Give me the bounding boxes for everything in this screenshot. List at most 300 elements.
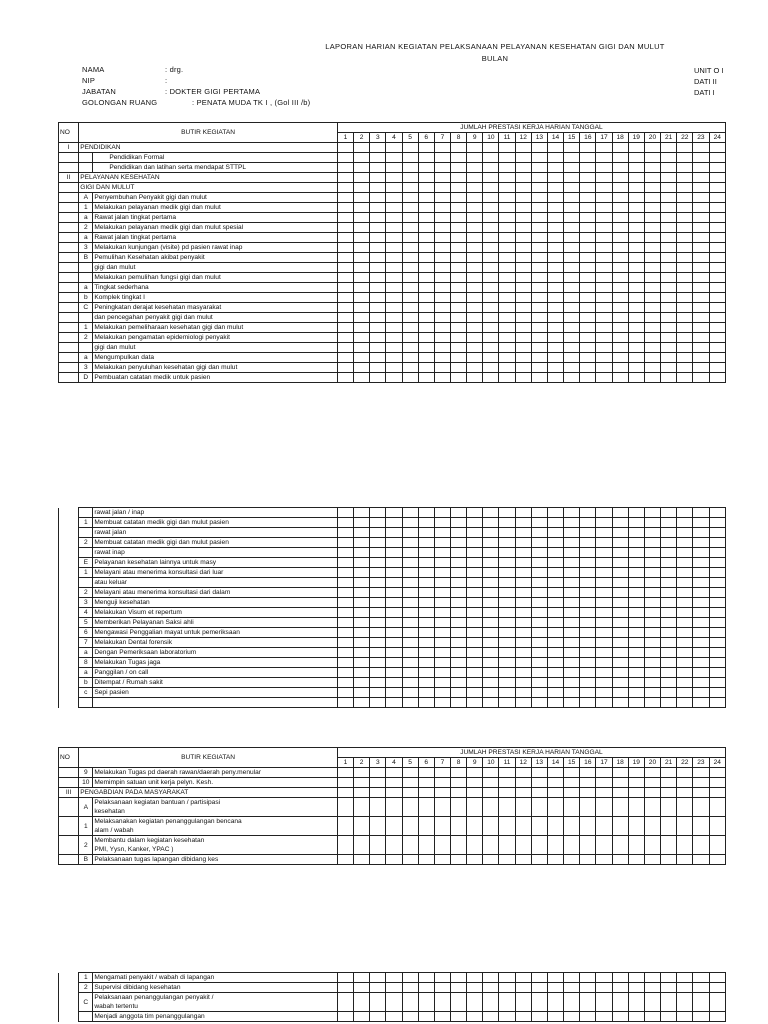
day-cell <box>451 303 467 313</box>
day-cell <box>483 993 499 1012</box>
row-number <box>59 658 79 668</box>
day-cell <box>661 618 677 628</box>
day-cell <box>386 658 402 668</box>
day-cell <box>564 698 580 708</box>
day-cell <box>418 598 434 608</box>
row-text: Panggilan / on call <box>93 668 338 678</box>
day-cell <box>693 618 709 628</box>
day-cell <box>644 648 660 658</box>
day-cell <box>661 343 677 353</box>
day-cell <box>661 558 677 568</box>
day-cell <box>564 253 580 263</box>
day-cell <box>451 598 467 608</box>
day-column-header: 3 <box>370 133 386 143</box>
day-cell <box>337 253 353 263</box>
day-cell <box>483 568 499 578</box>
row-text: Melayani atau menerima konsultasi dari dalam <box>93 588 338 598</box>
day-cell <box>337 668 353 678</box>
day-cell <box>451 558 467 568</box>
day-cell <box>580 243 596 253</box>
day-cell <box>499 303 515 313</box>
day-cell <box>677 313 693 323</box>
day-cell <box>596 143 612 153</box>
day-cell <box>661 778 677 788</box>
day-cell <box>547 578 563 588</box>
day-cell <box>483 313 499 323</box>
day-cell <box>547 143 563 153</box>
day-cell <box>661 993 677 1012</box>
day-cell <box>596 323 612 333</box>
day-cell <box>612 798 628 817</box>
day-cell <box>596 153 612 163</box>
day-cell <box>661 183 677 193</box>
day-cell <box>531 973 547 983</box>
day-cell <box>402 628 418 638</box>
day-cell <box>693 678 709 688</box>
day-cell <box>483 788 499 798</box>
day-cell <box>402 973 418 983</box>
day-cell <box>483 333 499 343</box>
day-cell <box>499 698 515 708</box>
day-cell <box>418 836 434 855</box>
table-row <box>59 1012 726 1022</box>
row-sub-label: B <box>79 855 93 865</box>
day-cell <box>402 658 418 668</box>
day-cell <box>499 263 515 273</box>
day-cell <box>596 588 612 598</box>
day-column-header: 4 <box>386 133 402 143</box>
day-cell <box>596 333 612 343</box>
day-cell <box>386 578 402 588</box>
day-cell <box>515 313 531 323</box>
day-cell <box>337 183 353 193</box>
row-text: Pelaksanaan penanggulangan penyakit / wabah tertentu <box>93 993 338 1012</box>
day-cell <box>467 578 483 588</box>
day-cell <box>370 558 386 568</box>
day-cell <box>467 588 483 598</box>
day-cell <box>580 373 596 383</box>
day-cell <box>628 193 644 203</box>
day-cell <box>354 273 370 283</box>
day-cell <box>547 353 563 363</box>
day-cell <box>370 1012 386 1022</box>
day-cell <box>386 223 402 233</box>
day-cell <box>337 508 353 518</box>
day-cell <box>386 163 402 173</box>
day-cell <box>596 668 612 678</box>
day-cell <box>612 588 628 598</box>
day-cell <box>451 253 467 263</box>
day-cell <box>628 203 644 213</box>
day-cell <box>580 983 596 993</box>
day-cell <box>580 668 596 678</box>
day-cell <box>596 193 612 203</box>
day-cell <box>402 798 418 817</box>
day-cell <box>580 688 596 698</box>
day-cell <box>531 528 547 538</box>
day-cell <box>628 973 644 983</box>
day-cell <box>434 855 450 865</box>
table-row <box>59 223 726 233</box>
day-cell <box>547 558 563 568</box>
row-text: Komplek tingkat I <box>93 293 338 303</box>
day-cell <box>451 333 467 343</box>
day-cell <box>564 538 580 548</box>
day-cell <box>402 668 418 678</box>
day-cell <box>483 983 499 993</box>
day-cell <box>628 558 644 568</box>
day-cell <box>677 768 693 778</box>
day-cell <box>467 253 483 263</box>
day-cell <box>483 1012 499 1022</box>
day-cell <box>596 983 612 993</box>
day-cell <box>370 173 386 183</box>
day-cell <box>370 253 386 263</box>
day-cell <box>451 568 467 578</box>
row-number <box>59 343 79 353</box>
day-cell <box>515 343 531 353</box>
day-cell <box>434 788 450 798</box>
day-cell <box>354 688 370 698</box>
day-cell <box>467 213 483 223</box>
day-cell <box>628 817 644 836</box>
day-cell <box>370 263 386 273</box>
day-cell <box>354 798 370 817</box>
day-cell <box>386 323 402 333</box>
day-cell <box>612 193 628 203</box>
day-cell <box>370 153 386 163</box>
table-row <box>59 628 726 638</box>
day-cell <box>434 993 450 1012</box>
day-cell <box>547 628 563 638</box>
day-cell <box>677 363 693 373</box>
day-cell <box>612 668 628 678</box>
day-cell <box>709 698 726 708</box>
day-cell <box>354 788 370 798</box>
day-cell <box>354 343 370 353</box>
day-cell <box>596 253 612 263</box>
day-cell <box>677 333 693 343</box>
day-cell <box>661 243 677 253</box>
day-cell <box>564 558 580 568</box>
day-cell <box>547 263 563 273</box>
day-cell <box>644 983 660 993</box>
day-cell <box>580 598 596 608</box>
day-cell <box>661 973 677 983</box>
day-cell <box>547 213 563 223</box>
day-cell <box>483 273 499 283</box>
row-text: Melakukan Visum et repertum <box>93 608 338 618</box>
day-cell <box>418 223 434 233</box>
day-cell <box>499 213 515 223</box>
day-cell <box>547 638 563 648</box>
day-column-header: 2 <box>354 133 370 143</box>
day-cell <box>580 558 596 568</box>
day-cell <box>531 688 547 698</box>
row-sub-label: a <box>79 648 93 658</box>
row-text: Mengawasi Penggalian mayat untuk pemeriksaan <box>93 628 338 638</box>
day-cell <box>337 558 353 568</box>
row-sub-label: 1 <box>79 568 93 578</box>
day-cell <box>709 263 726 273</box>
day-cell <box>531 538 547 548</box>
day-cell <box>709 353 726 363</box>
row-text: Melakukan kunjungan (visite) pd pasien rawat inap <box>93 243 338 253</box>
day-cell <box>483 163 499 173</box>
day-cell <box>402 343 418 353</box>
row-number: I <box>59 143 79 153</box>
row-number <box>59 688 79 698</box>
day-cell <box>628 628 644 638</box>
day-cell <box>547 618 563 628</box>
table-row <box>59 143 726 153</box>
day-cell <box>402 213 418 223</box>
day-column-header: 1 <box>337 758 353 768</box>
day-cell <box>612 598 628 608</box>
day-cell <box>564 798 580 817</box>
day-cell <box>386 588 402 598</box>
day-cell <box>483 518 499 528</box>
column-jumlah-prestasi: JUMLAH PRESTASI KERJA HARIAN TANGGAL <box>337 123 725 133</box>
day-cell <box>370 658 386 668</box>
day-cell <box>580 518 596 528</box>
day-cell <box>693 817 709 836</box>
day-cell <box>515 678 531 688</box>
day-cell <box>499 618 515 628</box>
day-cell <box>596 618 612 628</box>
day-cell <box>515 153 531 163</box>
day-cell <box>337 373 353 383</box>
day-cell <box>483 263 499 273</box>
row-text: Sepi pasien <box>93 688 338 698</box>
column-no: NO <box>59 123 79 143</box>
field-value: : PENATA MUDA TK I , (Gol III /b) <box>192 98 311 107</box>
day-cell <box>709 836 726 855</box>
day-cell <box>402 223 418 233</box>
table-row <box>59 658 726 668</box>
day-cell <box>354 548 370 558</box>
day-cell <box>354 836 370 855</box>
row-sub-label: 3 <box>79 363 93 373</box>
day-cell <box>709 618 726 628</box>
day-cell <box>564 508 580 518</box>
day-cell <box>402 263 418 273</box>
day-cell <box>693 768 709 778</box>
day-cell <box>337 648 353 658</box>
day-cell <box>451 223 467 233</box>
day-cell <box>499 373 515 383</box>
day-cell <box>483 173 499 183</box>
day-cell <box>354 203 370 213</box>
day-cell <box>612 243 628 253</box>
day-cell <box>644 668 660 678</box>
day-cell <box>531 243 547 253</box>
day-cell <box>418 213 434 223</box>
day-cell <box>693 153 709 163</box>
day-cell <box>354 538 370 548</box>
day-cell <box>709 213 726 223</box>
day-cell <box>644 836 660 855</box>
day-cell <box>354 173 370 183</box>
day-column-header: 4 <box>386 758 402 768</box>
day-cell <box>451 508 467 518</box>
day-cell <box>451 263 467 273</box>
day-cell <box>612 678 628 688</box>
row-number <box>59 518 79 528</box>
day-cell <box>612 233 628 243</box>
day-cell <box>418 558 434 568</box>
row-sub-label: 1 <box>79 203 93 213</box>
day-cell <box>402 373 418 383</box>
day-cell <box>515 788 531 798</box>
day-cell <box>354 618 370 628</box>
day-cell <box>370 233 386 243</box>
day-cell <box>418 203 434 213</box>
day-cell <box>499 233 515 243</box>
day-cell <box>596 538 612 548</box>
day-cell <box>677 817 693 836</box>
day-cell <box>370 678 386 688</box>
day-cell <box>354 768 370 778</box>
day-cell <box>596 213 612 223</box>
day-cell <box>451 658 467 668</box>
table-row <box>59 798 726 817</box>
day-cell <box>386 993 402 1012</box>
day-cell <box>402 558 418 568</box>
day-cell <box>467 688 483 698</box>
table-row <box>59 528 726 538</box>
field-value: : DOKTER GIGI PERTAMA <box>165 87 261 96</box>
day-cell <box>580 153 596 163</box>
day-cell <box>628 528 644 538</box>
day-cell <box>580 608 596 618</box>
day-cell <box>402 638 418 648</box>
day-cell <box>370 518 386 528</box>
day-cell <box>564 293 580 303</box>
day-cell <box>531 353 547 363</box>
day-cell <box>434 973 450 983</box>
day-cell <box>661 293 677 303</box>
day-cell <box>434 143 450 153</box>
day-cell <box>547 836 563 855</box>
day-cell <box>612 817 628 836</box>
day-cell <box>499 788 515 798</box>
day-cell <box>547 333 563 343</box>
day-cell <box>434 578 450 588</box>
day-cell <box>418 983 434 993</box>
row-number <box>59 993 79 1012</box>
row-sub-label: 6 <box>79 628 93 638</box>
day-cell <box>547 678 563 688</box>
day-column-header: 23 <box>693 133 709 143</box>
day-column-header: 18 <box>612 133 628 143</box>
table-row <box>59 243 726 253</box>
day-cell <box>370 143 386 153</box>
day-cell <box>547 173 563 183</box>
day-cell <box>483 578 499 588</box>
day-cell <box>483 183 499 193</box>
day-cell <box>644 343 660 353</box>
day-cell <box>596 283 612 293</box>
field-label: JABATAN <box>82 87 117 96</box>
day-cell <box>370 836 386 855</box>
day-cell <box>515 558 531 568</box>
day-cell <box>402 193 418 203</box>
day-cell <box>612 363 628 373</box>
row-text: Pemulihan Kesehatan akibat penyakit <box>93 253 338 263</box>
row-number <box>59 153 79 163</box>
day-cell <box>515 1012 531 1022</box>
day-cell <box>483 668 499 678</box>
day-cell <box>693 183 709 193</box>
day-cell <box>434 303 450 313</box>
day-cell <box>499 193 515 203</box>
day-cell <box>434 658 450 668</box>
day-cell <box>386 628 402 638</box>
day-cell <box>547 508 563 518</box>
day-cell <box>467 293 483 303</box>
day-cell <box>580 817 596 836</box>
day-cell <box>434 353 450 363</box>
row-text: Pelayanan kesehatan lainnya untuk masy <box>93 558 338 568</box>
table-block-4 <box>58 972 726 1022</box>
day-cell <box>402 508 418 518</box>
day-cell <box>418 698 434 708</box>
day-cell <box>451 1012 467 1022</box>
day-cell <box>451 283 467 293</box>
day-cell <box>644 203 660 213</box>
day-column-header: 7 <box>434 758 450 768</box>
day-cell <box>337 548 353 558</box>
row-number <box>59 548 79 558</box>
day-cell <box>644 518 660 528</box>
row-sub-label: 1 <box>79 973 93 983</box>
day-cell <box>434 313 450 323</box>
day-cell <box>370 293 386 303</box>
day-cell <box>661 163 677 173</box>
day-cell <box>596 973 612 983</box>
row-sub-label: 5 <box>79 618 93 628</box>
day-cell <box>434 538 450 548</box>
day-cell <box>564 343 580 353</box>
day-cell <box>547 788 563 798</box>
day-cell <box>483 363 499 373</box>
day-cell <box>644 817 660 836</box>
day-cell <box>434 163 450 173</box>
day-cell <box>386 778 402 788</box>
day-cell <box>547 203 563 213</box>
day-cell <box>564 233 580 243</box>
day-cell <box>483 203 499 213</box>
day-cell <box>515 608 531 618</box>
day-cell <box>661 768 677 778</box>
day-cell <box>596 558 612 568</box>
day-cell <box>467 618 483 628</box>
day-column-header: 11 <box>499 133 515 143</box>
day-cell <box>564 648 580 658</box>
day-cell <box>483 548 499 558</box>
day-cell <box>434 698 450 708</box>
day-cell <box>499 333 515 343</box>
day-cell <box>402 598 418 608</box>
day-cell <box>418 263 434 273</box>
day-cell <box>467 538 483 548</box>
day-cell <box>337 855 353 865</box>
day-cell <box>596 263 612 273</box>
day-cell <box>354 283 370 293</box>
day-cell <box>451 313 467 323</box>
day-cell <box>596 518 612 528</box>
